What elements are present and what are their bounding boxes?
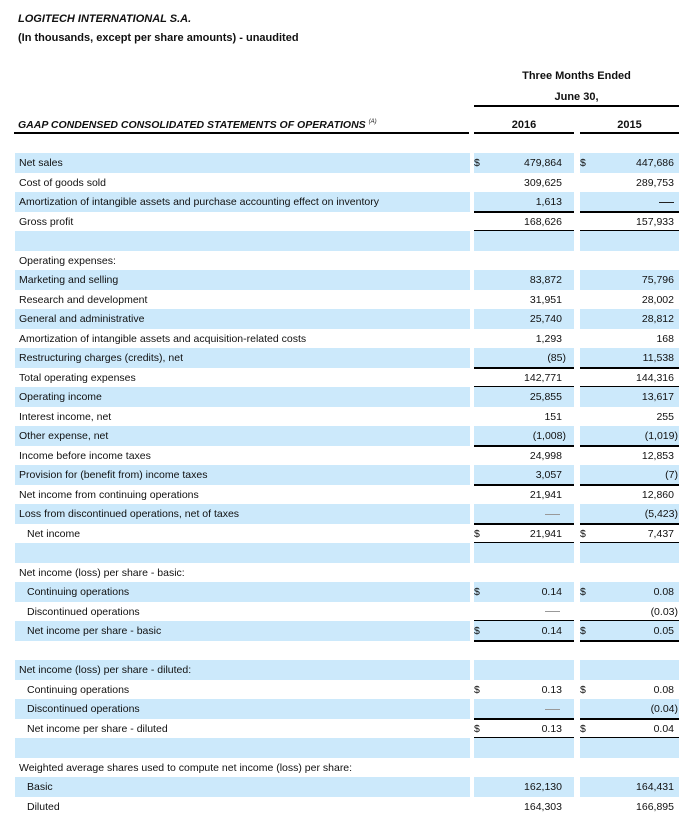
row-label: Diluted <box>27 800 60 813</box>
value-2015 <box>580 333 679 345</box>
value-2015 <box>580 216 679 228</box>
currency-symbol: $ <box>580 722 586 735</box>
value-2015 <box>580 411 679 423</box>
table-row <box>15 699 679 719</box>
value-text: 31,951 <box>529 293 562 306</box>
table-row <box>15 173 679 193</box>
value-2015 <box>580 391 679 403</box>
row-label: Net income (loss) per share - diluted: <box>19 664 192 676</box>
table-row <box>15 251 679 271</box>
row-band <box>474 543 574 563</box>
table-row <box>15 290 679 310</box>
row-label: Provision for (benefit from) income taxes <box>19 469 208 481</box>
row-band <box>15 231 470 251</box>
value-text: 144,316 <box>636 371 674 384</box>
value-2016 <box>474 391 574 403</box>
value-text: 0.13 <box>541 722 562 735</box>
value-text: 168,626 <box>524 215 562 228</box>
row-band <box>474 738 574 758</box>
value-2015 <box>580 528 679 540</box>
table-row <box>15 348 679 368</box>
value-2016 <box>474 196 574 208</box>
table-row <box>15 504 679 524</box>
row-label: Continuing operations <box>27 586 130 598</box>
value-2016 <box>474 684 574 696</box>
table-row <box>15 797 679 817</box>
row-label: Other expense, net <box>19 430 109 442</box>
row-label: Net income per share - diluted <box>27 722 168 735</box>
row-label: Loss from discontinued operations, net of taxes <box>19 508 240 520</box>
row-label: Continuing operations <box>27 683 130 696</box>
table-row <box>15 407 679 427</box>
value-text: 0.13 <box>541 683 562 696</box>
value-text: (1,008) <box>532 430 566 442</box>
value-text: (7) <box>665 469 678 481</box>
currency-symbol: $ <box>474 683 480 696</box>
value-2016 <box>474 801 574 813</box>
table-row <box>15 231 679 251</box>
value-2016 <box>474 177 574 189</box>
value-2016 <box>474 430 574 442</box>
value-text: 0.05 <box>653 625 674 637</box>
value-2016 <box>474 333 574 345</box>
column-header-2015: 2015 <box>617 119 642 131</box>
table-row <box>15 680 679 700</box>
currency-symbol: $ <box>474 527 480 540</box>
value-2015 <box>580 586 679 598</box>
value-2015 <box>580 274 679 286</box>
nil-dash <box>545 709 560 710</box>
value-text: 12,853 <box>641 449 674 462</box>
table-row <box>15 446 679 466</box>
row-band <box>580 660 679 680</box>
row-band <box>474 231 574 251</box>
value-text: (0.04) <box>650 703 678 715</box>
value-2016 <box>474 586 574 598</box>
currency-symbol: $ <box>580 683 586 696</box>
row-label: Marketing and selling <box>19 274 119 286</box>
value-2016 <box>474 294 574 306</box>
row-label: Discontinued operations <box>27 605 140 618</box>
currency-symbol: $ <box>474 625 480 637</box>
row-band <box>15 777 470 797</box>
period-header-line1: Three Months Ended <box>522 70 631 82</box>
currency-symbol: $ <box>580 625 586 637</box>
row-label: Amortization of intangible assets and purchase accounting effect on inventory <box>19 196 379 208</box>
value-text: 0.14 <box>541 625 562 637</box>
table-row <box>15 270 679 290</box>
statement-title <box>18 119 377 131</box>
row-band <box>15 543 470 563</box>
period-header-rule <box>474 105 679 107</box>
value-2015 <box>580 723 679 735</box>
footnote-marker: (A) <box>368 119 377 125</box>
row-label: Gross profit <box>19 215 74 228</box>
row-label: Discontinued operations <box>27 703 140 715</box>
value-text: 309,625 <box>524 176 562 189</box>
table-row <box>15 524 679 544</box>
row-band <box>15 738 470 758</box>
value-text: 25,740 <box>529 313 562 325</box>
title-rule <box>14 132 469 134</box>
value-text: 21,941 <box>529 527 562 540</box>
column-header-rule <box>474 132 574 134</box>
row-label: Research and development <box>19 293 148 306</box>
row-label: Amortization of intangible assets and acquisition-related costs <box>19 332 307 345</box>
value-2015 <box>580 294 679 306</box>
table-row <box>15 309 679 329</box>
value-text: 11,538 <box>642 352 674 364</box>
statement-table <box>15 153 679 816</box>
value-2015 <box>580 703 679 715</box>
value-text: 289,753 <box>636 176 674 189</box>
value-text: 12,860 <box>641 488 674 501</box>
table-row <box>15 485 679 505</box>
column-header-rule <box>580 132 679 134</box>
value-2015 <box>580 372 679 384</box>
row-label: Weighted average shares used to compute net income (loss) per share: <box>19 761 353 774</box>
value-text: 162,130 <box>524 781 562 793</box>
value-text: 75,796 <box>641 274 674 286</box>
value-2016 <box>474 781 574 793</box>
value-text: (85) <box>547 352 566 364</box>
currency-symbol: $ <box>474 722 480 735</box>
value-2015 <box>580 196 679 208</box>
value-2016 <box>474 469 574 481</box>
currency-symbol: $ <box>580 586 586 598</box>
table-row <box>15 758 679 778</box>
table-row <box>15 602 679 622</box>
row-band <box>580 543 679 563</box>
value-2016 <box>474 703 574 715</box>
value-text: 7,437 <box>647 527 674 540</box>
period-header-line2: June 30, <box>554 91 599 103</box>
row-band <box>580 738 679 758</box>
value-2016 <box>474 508 574 520</box>
units-subtitle: (In thousands, except per share amounts) - unaudited <box>18 32 299 44</box>
row-label: Net income from continuing operations <box>19 488 199 501</box>
table-row <box>15 582 679 602</box>
table-row <box>15 426 679 446</box>
value-2015 <box>580 469 679 481</box>
value-2016 <box>474 274 574 286</box>
currency-symbol: $ <box>580 527 586 540</box>
value-text: 25,855 <box>529 391 562 403</box>
nil-dash <box>659 202 674 203</box>
value-2016 <box>474 372 574 384</box>
value-2016 <box>474 606 574 618</box>
value-text: 447,686 <box>636 157 674 169</box>
value-text: 28,002 <box>641 293 674 306</box>
row-label: Net income <box>27 527 81 540</box>
value-text: 157,933 <box>636 215 674 228</box>
currency-symbol: $ <box>474 586 480 598</box>
table-row <box>15 368 679 388</box>
table-row <box>15 192 679 212</box>
table-row <box>15 719 679 739</box>
table-row <box>15 660 679 680</box>
value-text: (0.03) <box>650 605 678 618</box>
row-label: Restructuring charges (credits), net <box>19 352 183 364</box>
value-text: 0.04 <box>653 722 674 735</box>
value-text: 0.08 <box>653 586 674 598</box>
value-text: 479,864 <box>524 157 562 169</box>
value-text: 255 <box>656 410 674 423</box>
value-text: 166,895 <box>636 800 674 813</box>
value-2015 <box>580 450 679 462</box>
value-text: 164,303 <box>524 800 562 813</box>
value-2016 <box>474 157 574 169</box>
value-text: 28,812 <box>641 313 674 325</box>
row-label: Net income (loss) per share - basic: <box>19 566 185 579</box>
value-2015 <box>580 313 679 325</box>
row-label: Income before income taxes <box>19 449 151 462</box>
value-text: 0.08 <box>653 683 674 696</box>
table-row <box>15 543 679 563</box>
value-2016 <box>474 216 574 228</box>
value-2016 <box>474 313 574 325</box>
value-text: (1,019) <box>644 430 678 442</box>
value-2015 <box>580 625 679 637</box>
value-2016 <box>474 352 574 364</box>
table-row <box>15 563 679 583</box>
value-2016 <box>474 528 574 540</box>
row-label: Net income per share - basic <box>27 625 162 637</box>
value-text: 1,293 <box>535 332 562 345</box>
value-2015 <box>580 606 679 618</box>
row-label: Cost of goods sold <box>19 176 106 189</box>
value-2015 <box>580 801 679 813</box>
table-row <box>15 329 679 349</box>
table-row <box>15 777 679 797</box>
nil-dash <box>545 611 560 612</box>
value-2016 <box>474 450 574 462</box>
currency-symbol: $ <box>474 157 480 169</box>
row-band <box>15 153 470 173</box>
value-text: 1,613 <box>535 196 562 208</box>
value-2015 <box>580 684 679 696</box>
table-row <box>15 153 679 173</box>
nil-dash <box>545 514 560 515</box>
value-2015 <box>580 430 679 442</box>
row-label: Total operating expenses <box>19 371 136 384</box>
row-label: Operating income <box>19 391 102 403</box>
row-label: Net sales <box>19 157 63 169</box>
value-text: 83,872 <box>529 274 562 286</box>
row-label: General and administrative <box>19 313 145 325</box>
value-2015 <box>580 352 679 364</box>
value-2016 <box>474 411 574 423</box>
value-text: 21,941 <box>529 488 562 501</box>
table-row <box>15 738 679 758</box>
value-text: 142,771 <box>524 371 562 384</box>
table-row <box>15 621 679 641</box>
value-text: 0.14 <box>541 586 562 598</box>
value-2016 <box>474 625 574 637</box>
row-label: Basic <box>27 781 53 793</box>
value-text: (5,423) <box>644 508 678 520</box>
value-text: 164,431 <box>636 781 674 793</box>
row-label: Operating expenses: <box>19 254 116 267</box>
value-text: 151 <box>544 410 562 423</box>
row-band <box>580 231 679 251</box>
value-2015 <box>580 157 679 169</box>
row-label: Interest income, net <box>19 410 112 423</box>
row-band <box>474 660 574 680</box>
company-name: LOGITECH INTERNATIONAL S.A. <box>18 13 192 25</box>
table-row <box>15 641 679 661</box>
currency-symbol: $ <box>580 157 586 169</box>
value-2016 <box>474 723 574 735</box>
value-2015 <box>580 177 679 189</box>
value-2015 <box>580 508 679 520</box>
value-text: 3,057 <box>535 469 562 481</box>
table-row <box>15 465 679 485</box>
value-text: 24,998 <box>529 449 562 462</box>
value-2015 <box>580 489 679 501</box>
value-text: 168 <box>656 332 674 345</box>
value-2016 <box>474 489 574 501</box>
value-2015 <box>580 781 679 793</box>
statement-title-text: GAAP CONDENSED CONSOLIDATED STATEMENTS OF OPERATIONS <box>18 119 366 131</box>
table-row <box>15 387 679 407</box>
column-header-2016: 2016 <box>511 119 537 131</box>
value-text: 13,617 <box>641 391 674 403</box>
table-row <box>15 212 679 232</box>
